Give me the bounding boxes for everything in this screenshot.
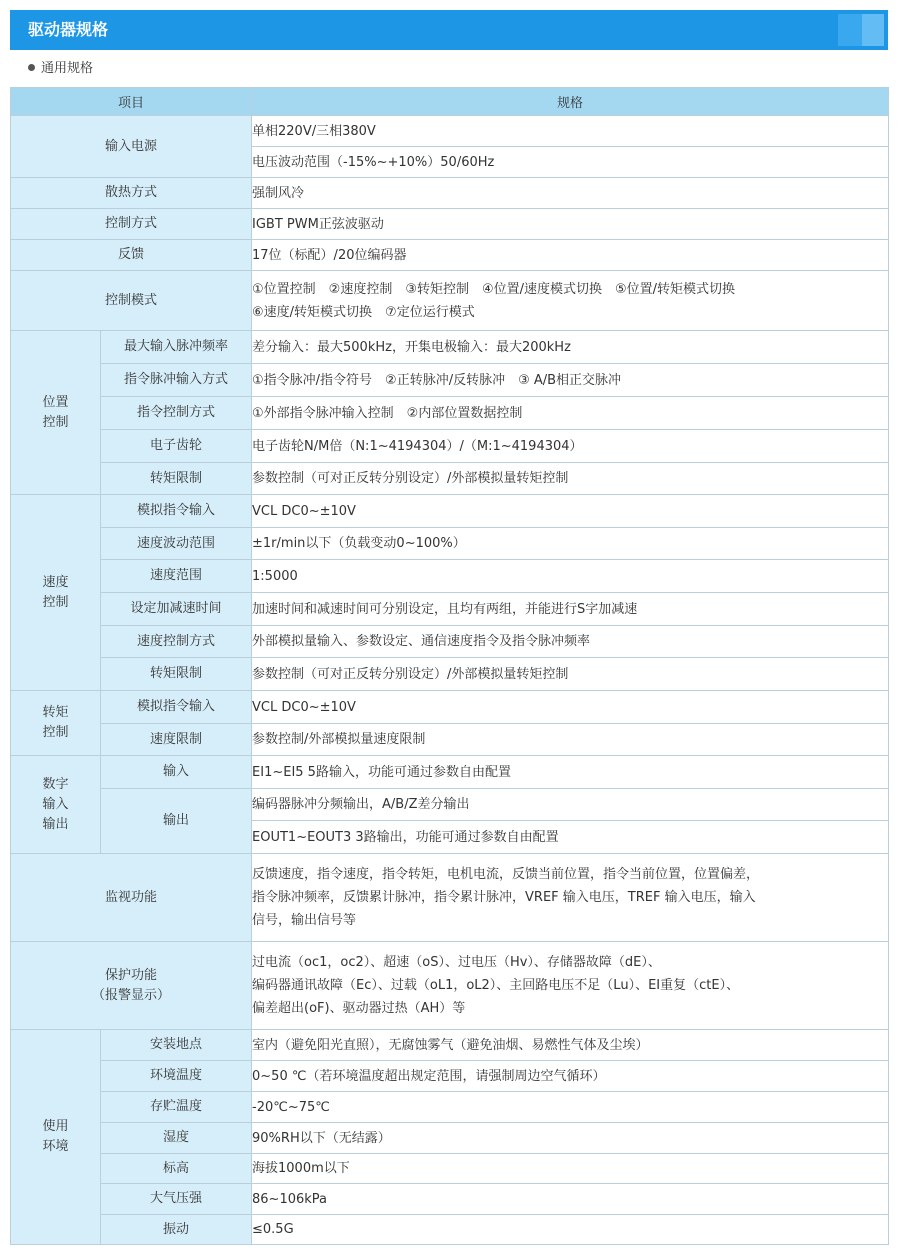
table-row xyxy=(11,854,889,942)
group-label-text: 数字输入输出 xyxy=(42,776,69,832)
group-label-text: 速度控制 xyxy=(42,574,69,610)
table-row xyxy=(11,463,889,495)
row-label: 环境温度 xyxy=(101,1061,252,1092)
cell-value: 17位（标配）/20位编码器 xyxy=(252,240,889,271)
cell-value: 编码器脉冲分频输出，A/B/Z差分输出 xyxy=(252,789,889,821)
value-line: 反馈速度，指令速度，指令转矩，电机电流，反馈当前位置，指令当前位置，位置偏差， xyxy=(252,867,760,882)
row-label: 指令控制方式 xyxy=(101,397,252,430)
table-row xyxy=(11,364,889,397)
group-label-digital-io xyxy=(11,756,101,854)
row-label-power: 输入电源 xyxy=(11,116,252,178)
table-row xyxy=(11,658,889,691)
row-label: 安装地点 xyxy=(101,1030,252,1061)
row-label: 指令脉冲输入方式 xyxy=(101,364,252,397)
cell-value: 0~50 ℃（若环境温度超出规定范围，请强制周边空气循环） xyxy=(252,1061,889,1092)
row-label: 标高 xyxy=(101,1154,252,1184)
table-row xyxy=(11,560,889,593)
cell-value: IGBT PWM正弦波驱动 xyxy=(252,209,889,240)
table-row xyxy=(11,240,889,271)
cell-value xyxy=(252,854,889,942)
cell-value: 电压波动范围（-15%~+10%）50/60Hz xyxy=(252,147,889,178)
cell-value: 86~106kPa xyxy=(252,1184,889,1215)
header-decoration xyxy=(862,14,884,46)
row-label-feedback: 反馈 xyxy=(11,240,252,271)
row-label: 输入 xyxy=(101,756,252,789)
cell-value: 加速时间和减速时间可分别设定，且均有两组，并能进行S字加减速 xyxy=(252,593,889,626)
group-label-environment xyxy=(11,1030,101,1245)
cell-value: 强制风冷 xyxy=(252,178,889,209)
table-row xyxy=(11,1092,889,1123)
table-row xyxy=(11,209,889,240)
cell-value: 电子齿轮N/M倍（N:1~4194304）/（M:1~4194304） xyxy=(252,430,889,463)
cell-value: -20℃~75℃ xyxy=(252,1092,889,1123)
cell-value: 外部模拟量输入、参数设定、通信速度指令及指令脉冲频率 xyxy=(252,626,889,658)
row-label-text: 保护功能 xyxy=(105,967,158,983)
spec-table xyxy=(10,87,889,1245)
row-label: 速度限制 xyxy=(101,724,252,756)
table-row xyxy=(11,1215,889,1245)
value-line: 编码器通讯故障（Ec）、过载（oL1，oL2）、主回路电压不足（Lu）、EI重复（ctE）、 xyxy=(252,978,740,993)
row-label: 输出 xyxy=(101,789,252,854)
column-header-item: 项目 xyxy=(11,88,252,116)
row-label: 转矩限制 xyxy=(101,658,252,691)
group-label-torque xyxy=(11,691,101,756)
cell-value: 单相220V/三相380V xyxy=(252,116,889,147)
row-label: 速度范围 xyxy=(101,560,252,593)
cell-value: 90%RH以下（无结露） xyxy=(252,1123,889,1154)
table-row xyxy=(11,789,889,821)
row-label: 大气压强 xyxy=(101,1184,252,1215)
value-line: 指令脉冲频率，反馈累计脉冲，指令累计脉冲，VREF 输入电压，TREF 输入电压，输入 xyxy=(252,890,756,905)
group-label-text: 使用环境 xyxy=(42,1119,69,1154)
table-row xyxy=(11,397,889,430)
table-row xyxy=(11,724,889,756)
cell-value: 参数控制（可对正反转分别设定）/外部模拟量转矩控制 xyxy=(252,658,889,691)
page-title: 驱动器规格 xyxy=(28,20,109,39)
cell-value: 差分输入：最大500kHz，开集电极输入：最大200kHz xyxy=(252,331,889,364)
row-label: 存贮温度 xyxy=(101,1092,252,1123)
row-label: 振动 xyxy=(101,1215,252,1245)
table-row xyxy=(11,331,889,364)
table-row xyxy=(11,1154,889,1184)
table-row xyxy=(11,593,889,626)
bullet-icon xyxy=(28,64,35,71)
value-line: 过电流（oc1，oc2）、超速（oS）、过电压（Hv）、存储器故障（dE）、 xyxy=(252,955,661,970)
cell-value: ≤0.5G xyxy=(252,1215,889,1245)
table-row xyxy=(11,430,889,463)
row-label: 电子齿轮 xyxy=(101,430,252,463)
section-label: 通用规格 xyxy=(41,61,94,76)
row-label-cooling: 散热方式 xyxy=(11,178,252,209)
table-row xyxy=(11,1030,889,1061)
table-row xyxy=(11,691,889,724)
group-label-text: 位置控制 xyxy=(42,394,69,430)
table-row xyxy=(11,756,889,789)
cell-value: 参数控制（可对正反转分别设定）/外部模拟量转矩控制 xyxy=(252,463,889,495)
row-label-subtext: （报警显示） xyxy=(92,987,171,1003)
table-row xyxy=(11,271,889,331)
cell-value: ①外部指令脉冲输入控制 ②内部位置数据控制 xyxy=(252,397,889,430)
group-label-position xyxy=(11,331,101,495)
group-label-speed xyxy=(11,495,101,691)
table-row xyxy=(11,942,889,1030)
row-label: 设定加减速时间 xyxy=(101,593,252,626)
section-heading xyxy=(28,58,93,80)
cell-value: EOUT1~EOUT3 3路输出，功能可通过参数自由配置 xyxy=(252,821,889,854)
cell-value: VCL DC0~±10V xyxy=(252,495,889,528)
value-line: ⑥速度/转矩模式切换 ⑦定位运行模式 xyxy=(252,304,475,320)
table-header-row xyxy=(11,88,889,116)
value-line: ①位置控制 ②速度控制 ③转矩控制 ④位置/速度模式切换 ⑤位置/转矩模式切换 xyxy=(252,281,736,297)
cell-value: VCL DC0~±10V xyxy=(252,691,889,724)
value-line: 偏差超出(oF)、驱动器过热（AH）等 xyxy=(252,1001,466,1016)
cell-value: ±1r/min以下（负载变动0~100%） xyxy=(252,528,889,560)
row-label: 模拟指令输入 xyxy=(101,495,252,528)
value-line: 信号，输出信号等 xyxy=(252,913,357,928)
row-label: 湿度 xyxy=(101,1123,252,1154)
header-decoration xyxy=(838,14,862,46)
row-label: 转矩限制 xyxy=(101,463,252,495)
table-row xyxy=(11,528,889,560)
cell-value: 参数控制/外部模拟量速度限制 xyxy=(252,724,889,756)
table-row xyxy=(11,495,889,528)
row-label: 速度控制方式 xyxy=(101,626,252,658)
cell-value: ①指令脉冲/指令符号 ②正转脉冲/反转脉冲 ③ A/B相正交脉冲 xyxy=(252,364,889,397)
row-label: 模拟指令输入 xyxy=(101,691,252,724)
cell-value: 室内（避免阳光直照），无腐蚀雾气（避免油烟、易燃性气体及尘埃） xyxy=(252,1030,889,1061)
table-row xyxy=(11,178,889,209)
row-label-monitor: 监视功能 xyxy=(11,854,252,942)
cell-value xyxy=(252,271,889,331)
column-header-spec: 规格 xyxy=(252,88,889,116)
cell-value: EI1~EI5 5路输入，功能可通过参数自由配置 xyxy=(252,756,889,789)
table-row xyxy=(11,1184,889,1215)
table-row xyxy=(11,1123,889,1154)
header-bar xyxy=(10,10,888,50)
table-row xyxy=(11,1061,889,1092)
table-row xyxy=(11,116,889,147)
cell-value: 1:5000 xyxy=(252,560,889,593)
row-label: 速度波动范围 xyxy=(101,528,252,560)
table-row xyxy=(11,626,889,658)
row-label-control-method: 控制方式 xyxy=(11,209,252,240)
cell-value xyxy=(252,942,889,1030)
row-label-control-mode: 控制模式 xyxy=(11,271,252,331)
row-label-protection xyxy=(11,942,252,1030)
row-label: 最大输入脉冲频率 xyxy=(101,331,252,364)
cell-value: 海拔1000m以下 xyxy=(252,1154,889,1184)
group-label-text: 转矩控制 xyxy=(42,705,69,740)
